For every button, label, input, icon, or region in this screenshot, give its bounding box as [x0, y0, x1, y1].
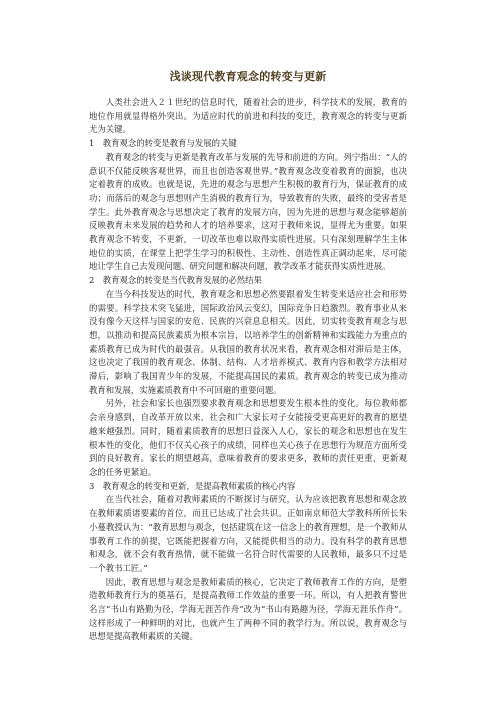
body-paragraph: 另外，社会和家长也强烈要求教育观念和思想要发生根本性的变化。每位教师都会亲身感到，自改革开放以来，社会和广大家长对子女能接受更高更好的教育的愿望越来越强烈。同时，随着素质教育的思想日益深入人心，家长的观念和思想也在发生根本性的变化，他们不仅关心孩子的成绩，同样也关心孩子在思想行为规范方面所受到的良好教育。家长的期望越高，意味着教育的要求更多，教师的责任更重，更新观念的任务更紧迫。: [89, 398, 407, 477]
intro-paragraph: 人类社会进入２１世纪的信息时代，随着社会的进步，科学技术的发展，教育的地位作用就显得格外突出。为适应时代的前进和科技的变迁，教育观念的转变与更新尤为关键。: [89, 97, 407, 135]
document-title: 浅谈现代教育观念的转变与更新: [169, 70, 327, 83]
body-paragraph: 在当今科技发达的时代，教育观念和思想必然要跟着发生转变来适应社会和形势的需要。科学技术突飞猛进，国际政治风云变幻，国际竞争日趋激烈。教育事业从来没有像今天这样与国家的安危、民族的兴衰息息相关。因此，切实转变教育观念与思想，以推动和提高民族素质为根本宗旨，以培养学生的创新精神和实践能力为重点的素质教育已成为时代的最强音。从我国的教育状况来看，教育观念相对滞后是主体，这也决定了我国的教育观念、体制、结构、人才培养模式、教育内容和教学方法相对滞后，影响了我国青少年的发展，不能提高国民的素质。教育观念的转变已成为推动教育和发展，实施素质教育中不可回避的重要问题。: [89, 288, 407, 395]
body-paragraph: 教育观念的转变与更新是教育改革与发展的先导和前进的方向。列宁指出：“人的意识不仅能反映客观世界，而且也创造客观世界。”教育观念改变着教育的面貌，也决定着教育的成败。也就是说，先进的观念与思想产生积极的教育行为，保证教育的成功；而落后的观念与思想则产生消极的教育行为，导致教育的失败，最终的受害者是学生。此外教育观念与思想决定了教育的发展方向，因为先进的思想与观念能够超前反映教育未来发展的趋势和人才的培养要求，这对于教师来说，显得尤为重要。如果教育观念不转变，不更新，一切改革也难以取得实质性进展。只有深刻理解学生主体地位的实质，在课堂上把学生学习的积极性、主动性、创造性真正调动起来，尽可能地让学生自己去发现问题、研究问题和解决问题，教学改革才能获得实质性进展。: [89, 151, 407, 272]
section-heading-3: 3 教育观念的转变和更新，是提高教师素质的核心内容: [89, 480, 296, 491]
document-body: [89, 96, 407, 644]
body-paragraph: 因此，教育思想与观念是教师素质的核心，它决定了教师教育工作的方向，是塑造教师教育行为的奠基石，是提高教师工作效益的重要一环。所以，有人把教育警世名言“书山有路勤为径，学海无涯苦作舟”改为“书山有路趣为径，学海无涯乐作舟”。这样形成了一种鲜明的对比，也就产生了两种不同的教学行为。所以说，教育观念与思想是提高教师素质的关键。: [89, 576, 407, 642]
body-paragraph: 在当代社会，随着对教师素质的不断探讨与研究，认为应该把教育思想和观念放在教师素质诸要素的首位，而且已达成了社会共识。正如南京师范大学教科所所长朱小蔓教授认为：“教育思想与观念，包括建筑在这一信念上的教育理想，是一个教师从事教育工作的前提，它既能把握着方向，又能提供相当的动力。没有科学的教育思想和观念，就不会有教育热情，就不能做一名符合时代需要的人民教师，最多只不过是一个教书工匠。”: [89, 494, 407, 573]
section-heading-2: 2 教育观念的转变是当代教育发展的必然结果: [89, 275, 262, 286]
section-heading-1: 1 教育观念的转变是教育与发展的关键: [89, 138, 237, 149]
